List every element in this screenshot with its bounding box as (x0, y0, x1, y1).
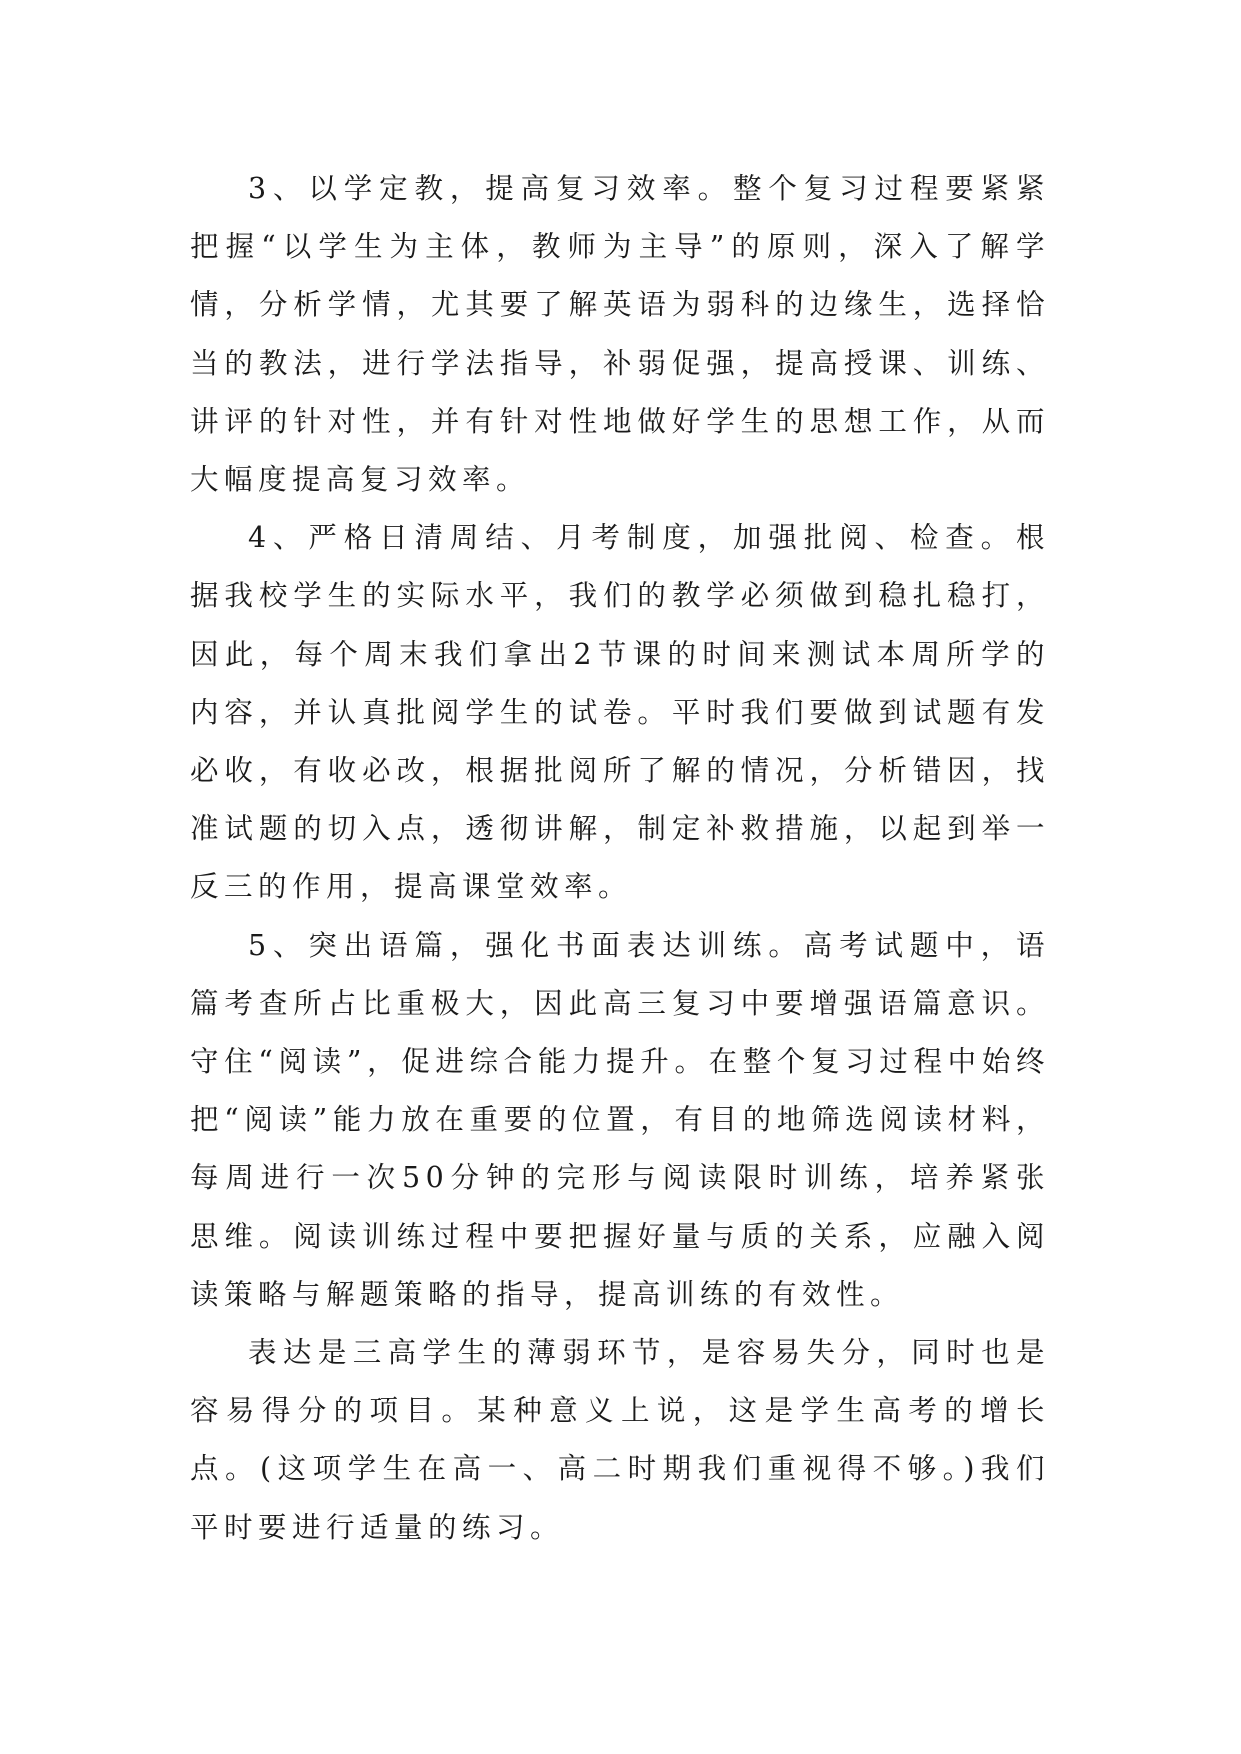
paragraph-2: 4、严格日清周结、月考制度，加强批阅、检查。根据我校学生的实际水平，我们的教学必须做到稳扎稳打，因此，每个周末我们拿出2节课的时间来测试本周所学的内容，并认真批阅学生的试卷。平时我们要做到试题有发必收，有收必改，根据批阅所了解的情况，分析错因，找准试题的切入点，透彻讲解，制定补救措施，以起到举一反三的作用，提高课堂效率。 (190, 521, 1050, 904)
paragraph-4: 表达是三高学生的薄弱环节，是容易失分，同时也是容易得分的项目。某种意义上说，这是学生高考的增长点。(这项学生在高一、高二时期我们重视得不够。)我们平时要进行适量的练习。 (190, 1336, 1050, 1544)
paragraph-1: 3、以学定教，提高复习效率。整个复习过程要紧紧把握“以学生为主体，教师为主导”的原则，深入了解学情，分析学情，尤其要了解英语为弱科的边缘生，选择恰当的教法，进行学法指导，补弱促强，提高授课、训练、讲评的针对性，并有针对性地做好学生的思想工作，从而大幅度提高复习效率。 (190, 172, 1050, 497)
paragraph-3: 5、突出语篇，强化书面表达训练。高考试题中，语篇考查所占比重极大，因此高三复习中要增强语篇意识。守住“阅读”，促进综合能力提升。在整个复习过程中始终把“阅读”能力放在重要的位置，有目的地筛选阅读材料，每周进行一次50分钟的完形与阅读限时训练，培养紧张思维。阅读训练过程中要把握好量与质的关系，应融入阅读策略与解题策略的指导，提高训练的有效性。 (190, 928, 1050, 1311)
document-body (190, 160, 1050, 1557)
